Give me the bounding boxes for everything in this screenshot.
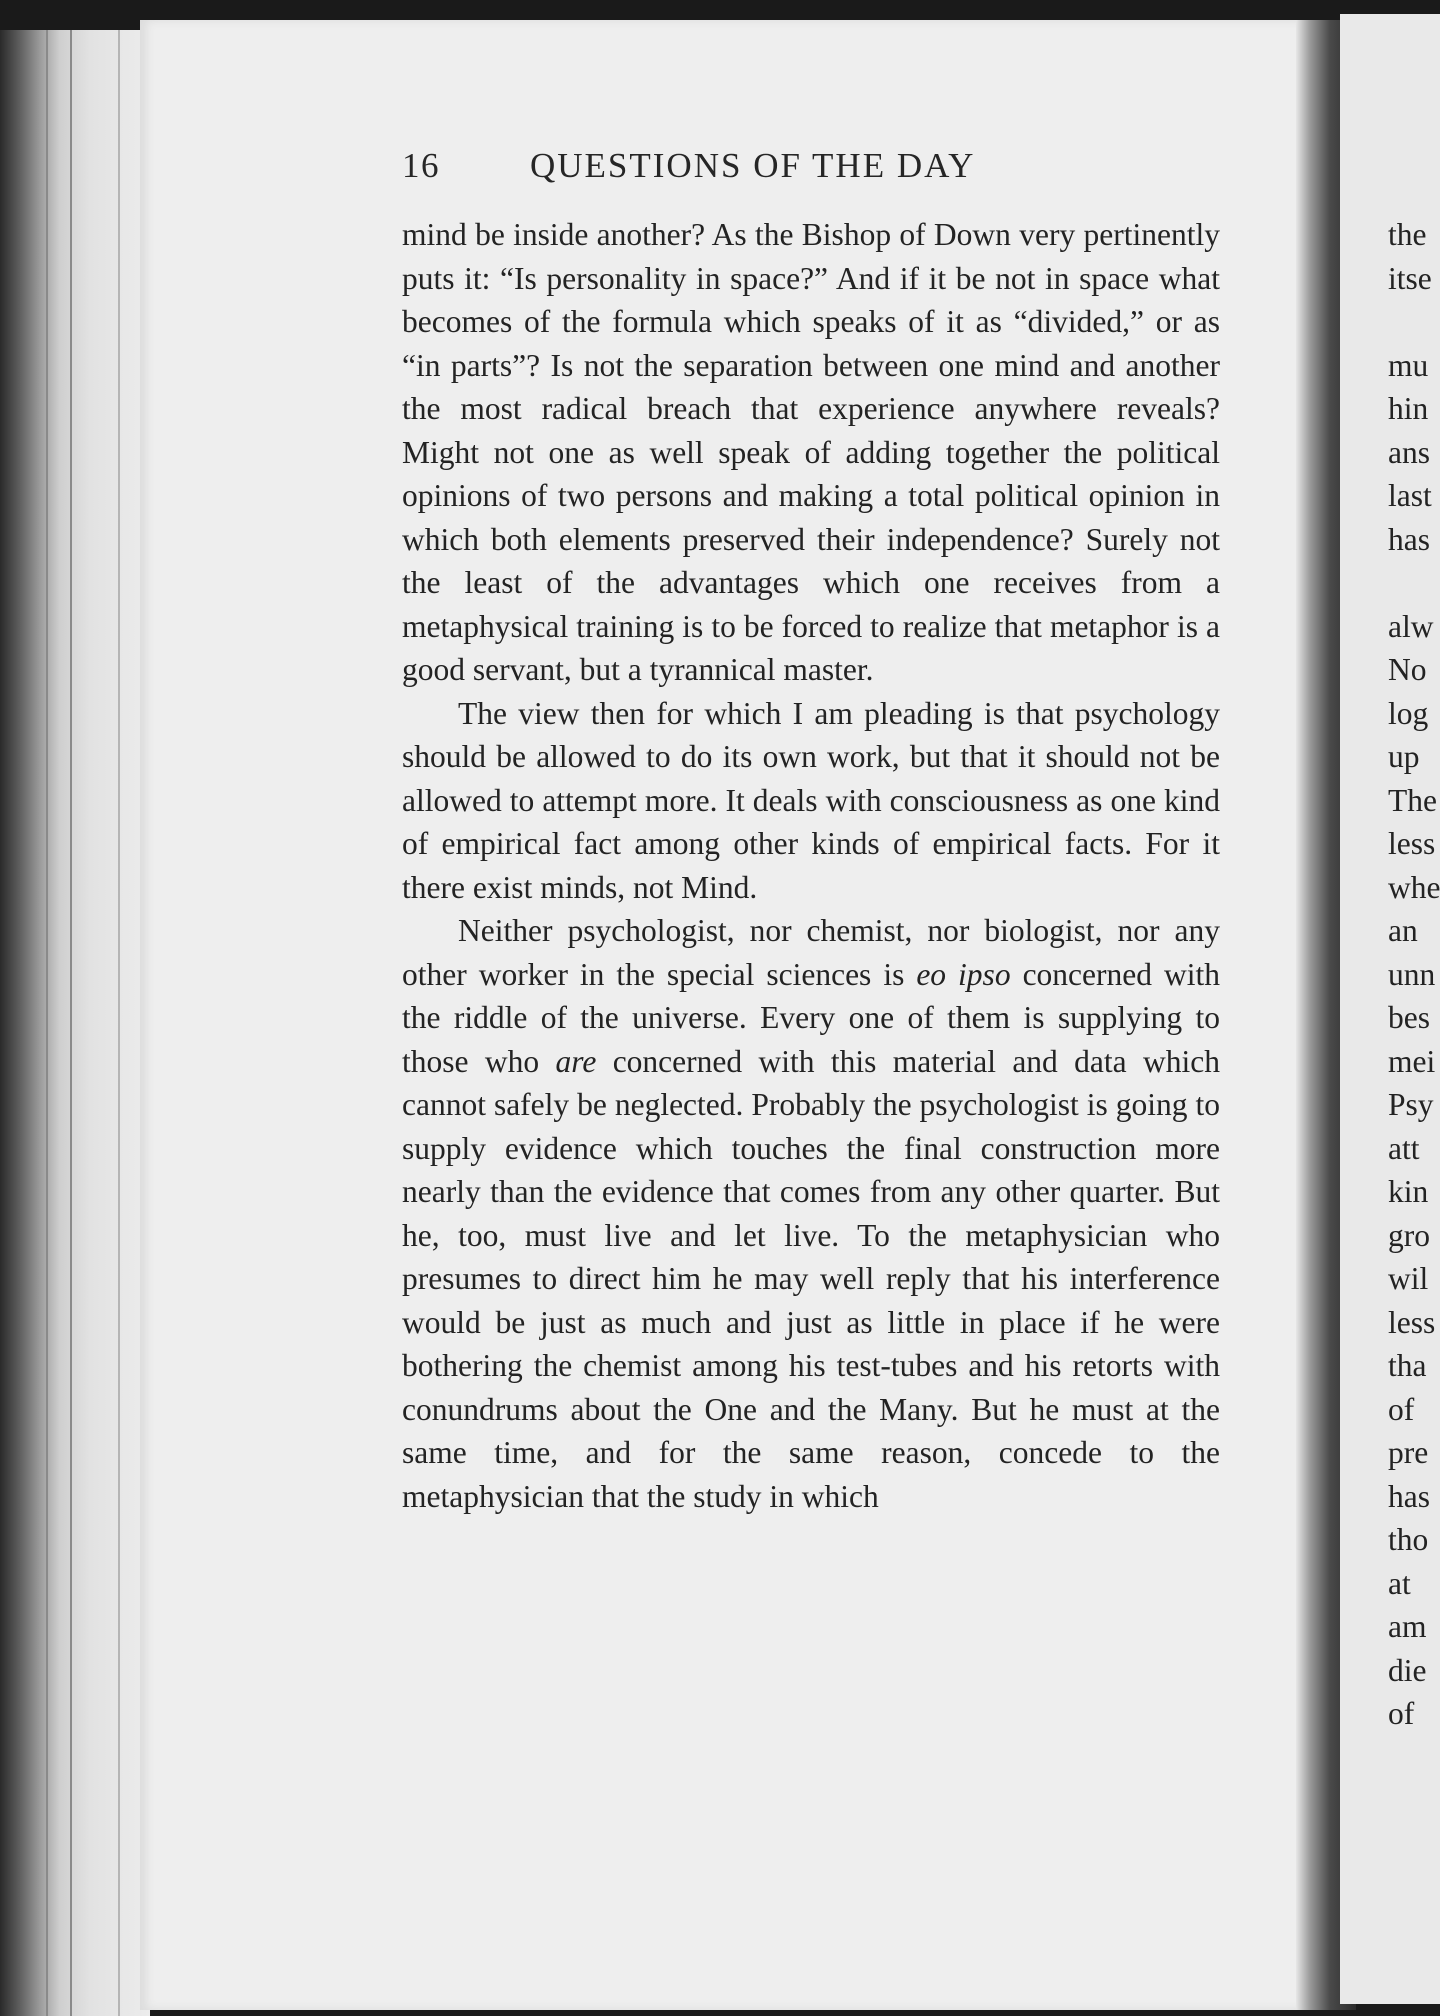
facing-line-fragment: has — [1388, 1478, 1430, 1514]
facing-page-text — [1388, 213, 1440, 1736]
text-run: concerned with this material and data which cannot safely be neglected. Probably the psychologist is going to supply evidence which touches the final construction more nearly than the evidence that comes from any other quarter. But he, too, must live and let live. To the metaphysician who presumes to direct him he may well reply that his interference would be just as much and just as little in place if he were bothering the chemist among his test-tubes and his retorts with conundrums about the One and the Many. But he must at the same time, and for the same reason, concede to the metaphysician that the study in which — [402, 1043, 1220, 1514]
page-edge-line — [70, 30, 72, 2016]
facing-line-fragment: unn — [1388, 956, 1436, 992]
facing-line-fragment: The — [1388, 782, 1437, 818]
page-number: 16 — [402, 146, 440, 185]
facing-line-fragment: att — [1388, 1130, 1420, 1166]
facing-line-fragment: at — [1388, 1565, 1411, 1601]
paragraph: mind be inside another? As the Bishop of Down very pertinently puts it: “Is personality in space?” And if it be not in space what becomes of the formula which speaks of it as “divided,” or as “in parts”? Is not the separation between one mind and another the most radical breach that experience anywhere reveals? Might not one as well speak of adding together the political opinions of two persons and making a total political opinion in which both elements preserved their independence? Surely not the least of the advantages which one receives from a metaphysical training is to be forced to realize that metaphor is a good servant, but a tyrannical master. — [402, 217, 1220, 687]
facing-line-fragment: itse — [1388, 260, 1432, 296]
text-run: Neither psychologist, nor chemist, nor biologist, nor any other worker in the special sciences is — [402, 913, 1220, 992]
facing-line-fragment: of — [1388, 1696, 1415, 1731]
facing-line-fragment: has — [1388, 521, 1430, 557]
facing-line-fragment: tha — [1388, 1348, 1427, 1383]
facing-line-fragment: bes — [1388, 1000, 1430, 1035]
page-body — [402, 213, 1220, 1518]
running-title: QUESTIONS OF THE DAY — [530, 146, 976, 185]
facing-line-fragment: gro — [1388, 1217, 1430, 1253]
paragraph — [402, 909, 1220, 1518]
facing-line-fragment: kin — [1388, 1174, 1429, 1209]
facing-line-fragment: ans — [1388, 434, 1430, 470]
facing-line-fragment: of — [1388, 1391, 1415, 1427]
page-edge-line — [46, 30, 48, 2016]
facing-line-fragment: die — [1388, 1652, 1427, 1688]
facing-line-fragment: mei — [1388, 1043, 1436, 1079]
text-run: concerned with the riddle of the universe. Every one of them is supplying to those who — [402, 956, 1220, 1079]
facing-line-fragment: the — [1388, 217, 1427, 252]
facing-line-fragment: last — [1388, 478, 1432, 513]
facing-line-fragment: pre — [1388, 1435, 1429, 1470]
facing-line-fragment: less — [1388, 826, 1436, 861]
facing-line-fragment: whe — [1388, 869, 1440, 905]
facing-line-fragment: less — [1388, 1304, 1436, 1340]
page-stack-edge — [0, 30, 150, 2016]
page-edge-line — [118, 30, 120, 2016]
italic-word: are — [555, 1043, 597, 1079]
facing-line-fragment: Psy — [1388, 1087, 1434, 1122]
running-header — [402, 140, 1222, 196]
paragraph: The view then for which I am pleading is that psychology should be allowed to do its own work, but that it should not be allowed to attempt more. It deals with consciousness as one kind of empirical fact among other kinds of empirical facts. For it there exist minds, not Mind. — [402, 695, 1220, 905]
facing-line-fragment — [1388, 561, 1440, 605]
facing-line-fragment: an — [1388, 913, 1418, 948]
facing-line-fragment: No — [1388, 652, 1427, 687]
italic-phrase: eo ipso — [916, 956, 1011, 992]
facing-line-fragment — [1388, 300, 1440, 344]
facing-line-fragment: wil — [1388, 1261, 1429, 1296]
facing-line-fragment: mu — [1388, 347, 1429, 383]
facing-line-fragment: hin — [1388, 391, 1429, 426]
facing-line-fragment: alw — [1388, 608, 1434, 644]
facing-line-fragment: tho — [1388, 1522, 1429, 1557]
facing-line-fragment: up — [1388, 739, 1420, 774]
facing-line-fragment: log — [1388, 695, 1429, 731]
facing-line-fragment: am — [1388, 1609, 1427, 1644]
